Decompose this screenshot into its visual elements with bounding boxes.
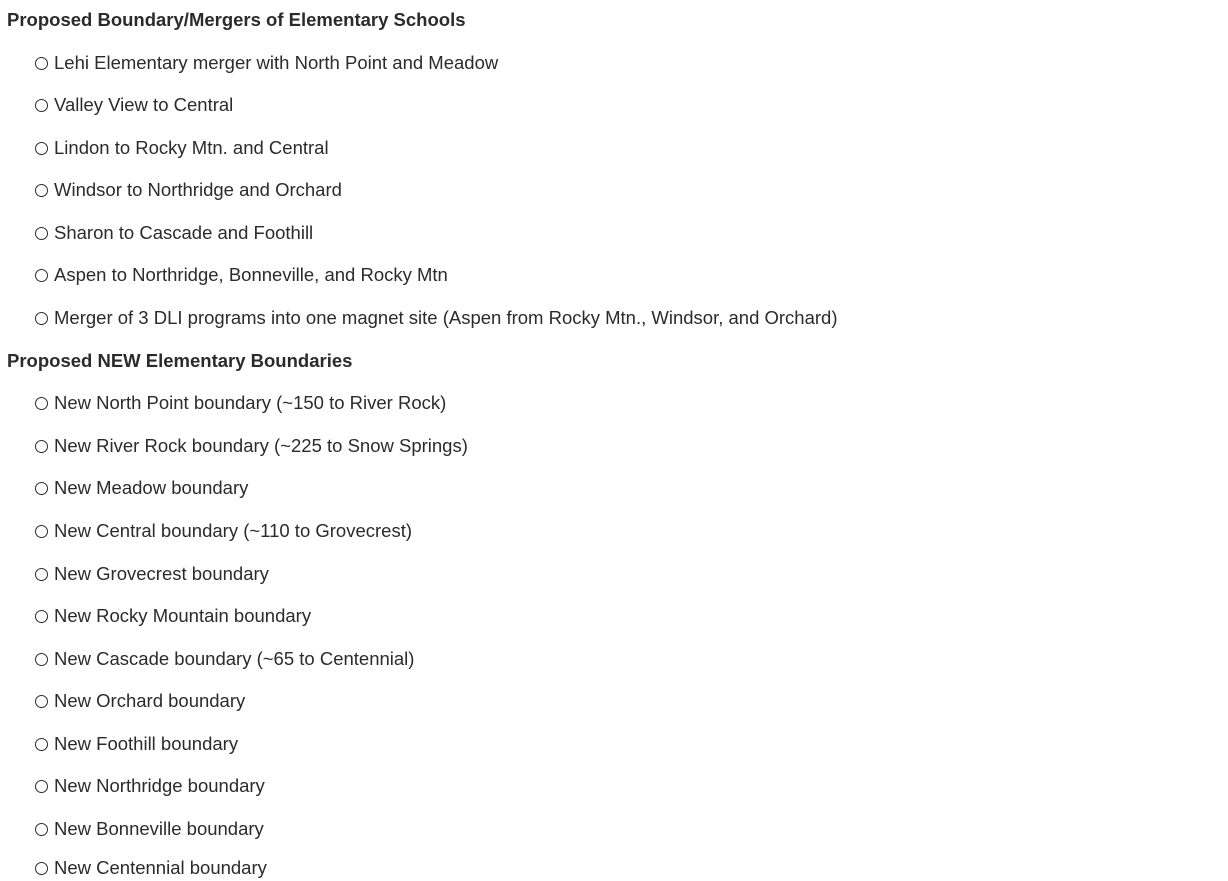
option-dli-merger[interactable] [35, 306, 838, 330]
option-new-rocky-mountain[interactable] [35, 604, 311, 628]
radio-circle-icon[interactable] [35, 269, 48, 282]
radio-circle-icon[interactable] [35, 568, 48, 581]
option-label: Lehi Elementary merger with North Point and Meadow [54, 52, 499, 73]
option-new-river-rock[interactable] [35, 434, 468, 458]
option-label: New Foothill boundary [54, 733, 239, 754]
section-heading-mergers: Proposed Boundary/Mergers of Elementary Schools [7, 9, 466, 30]
option-new-foothill[interactable] [35, 732, 238, 756]
radio-circle-icon[interactable] [35, 397, 48, 410]
option-new-centennial[interactable] [35, 856, 267, 880]
option-label: New Centennial boundary [54, 857, 267, 878]
radio-circle-icon[interactable] [35, 780, 48, 793]
option-new-cascade[interactable] [35, 647, 414, 671]
radio-circle-icon[interactable] [35, 227, 48, 240]
option-label: New Orchard boundary [54, 690, 246, 711]
option-label: Merger of 3 DLI programs into one magnet site (Aspen from Rocky Mtn., Windsor, and Orchard) [54, 307, 838, 328]
radio-circle-icon[interactable] [35, 184, 48, 197]
option-label: New Meadow boundary [54, 477, 249, 498]
option-label: Lindon to Rocky Mtn. and Central [54, 137, 329, 158]
option-new-northridge[interactable] [35, 774, 265, 798]
option-label: New Bonneville boundary [54, 818, 264, 839]
option-new-meadow[interactable] [35, 476, 248, 500]
radio-circle-icon[interactable] [35, 57, 48, 70]
option-label: Windsor to Northridge and Orchard [54, 179, 342, 200]
section-heading-new-boundaries: Proposed NEW Elementary Boundaries [7, 350, 353, 371]
option-label: New Cascade boundary (~65 to Centennial) [54, 648, 415, 669]
option-label: New Grovecrest boundary [54, 563, 269, 584]
option-aspen[interactable] [35, 263, 448, 287]
option-new-central[interactable] [35, 519, 412, 543]
radio-circle-icon[interactable] [35, 142, 48, 155]
radio-circle-icon[interactable] [35, 695, 48, 708]
radio-circle-icon[interactable] [35, 610, 48, 623]
option-windsor[interactable] [35, 178, 342, 202]
option-label: New Northridge boundary [54, 775, 265, 796]
radio-circle-icon[interactable] [35, 862, 48, 875]
option-new-north-point[interactable] [35, 391, 446, 415]
radio-circle-icon[interactable] [35, 738, 48, 751]
option-new-orchard[interactable] [35, 689, 245, 713]
option-lehi-merger[interactable] [35, 51, 498, 75]
option-label: New River Rock boundary (~225 to Snow Springs) [54, 435, 468, 456]
radio-circle-icon[interactable] [35, 482, 48, 495]
option-valley-view[interactable] [35, 93, 233, 117]
radio-circle-icon[interactable] [35, 312, 48, 325]
option-new-grovecrest[interactable] [35, 562, 269, 586]
option-label: Sharon to Cascade and Foothill [54, 222, 314, 243]
option-label: New Rocky Mountain boundary [54, 605, 312, 626]
radio-circle-icon[interactable] [35, 99, 48, 112]
option-label: Aspen to Northridge, Bonneville, and Rocky Mtn [54, 264, 448, 285]
option-label: New North Point boundary (~150 to River Rock) [54, 392, 447, 413]
option-lindon[interactable] [35, 136, 329, 160]
radio-circle-icon[interactable] [35, 823, 48, 836]
radio-circle-icon[interactable] [35, 653, 48, 666]
option-new-bonneville[interactable] [35, 817, 264, 841]
radio-circle-icon[interactable] [35, 525, 48, 538]
option-sharon[interactable] [35, 221, 313, 245]
option-label: Valley View to Central [54, 94, 234, 115]
radio-circle-icon[interactable] [35, 440, 48, 453]
option-label: New Central boundary (~110 to Grovecrest) [54, 520, 413, 541]
